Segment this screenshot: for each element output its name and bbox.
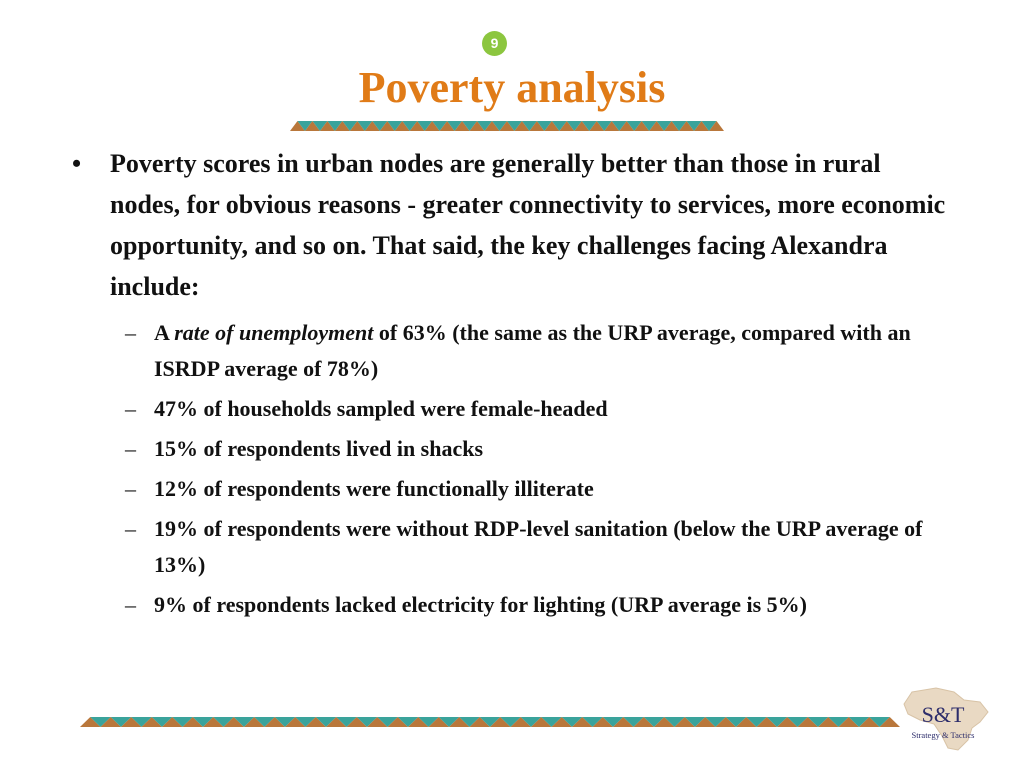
company-logo — [884, 684, 1002, 754]
sub-bullet-list — [70, 315, 950, 623]
main-bullet — [70, 143, 950, 307]
sub-bullet-text: 9% of respondents lacked electricity for lighting (URP average is 5%) — [154, 592, 807, 617]
sub-bullet-item — [70, 511, 950, 583]
slide-title: Poverty analysis — [358, 63, 666, 112]
dash-icon: – — [125, 436, 136, 461]
sub-bullet-item — [70, 431, 950, 467]
sub-bullet-emphasis: rate of unemployment — [174, 320, 374, 345]
footer-divider-pattern — [80, 716, 900, 728]
sub-bullet-item — [70, 587, 950, 623]
sub-bullet-text: 15% of respondents lived in shacks — [154, 436, 484, 461]
dash-icon: – — [125, 320, 136, 345]
main-bullet-text: Poverty scores in urban nodes are generally better than those in rural nodes, for obvious reasons - greater connectivity to services, more economic opportunity, and so on. That said, the key challenges facing Alexandra include: — [110, 149, 946, 301]
sub-bullet-item — [70, 471, 950, 507]
logo-brand-text: S&T — [921, 702, 965, 727]
dash-icon: – — [125, 516, 136, 541]
logo-tagline-text: Strategy & Tactics — [911, 730, 975, 740]
sub-bullet-item — [70, 315, 950, 387]
sub-bullet-pre: A — [154, 320, 175, 345]
title-divider-pattern — [290, 120, 724, 132]
bullet-dot-icon: • — [72, 149, 82, 178]
dash-icon: – — [125, 396, 136, 421]
dash-icon: – — [125, 476, 136, 501]
dash-icon: – — [125, 592, 136, 617]
slide-number-badge: 9 — [482, 31, 507, 56]
sub-bullet-post: of 63% (the same as the URP average, compared with an ISRDP average of 78%) — [154, 320, 911, 381]
slide-content — [70, 143, 950, 627]
sub-bullet-text: 12% of respondents were functionally illiterate — [154, 476, 594, 501]
sub-bullet-item — [70, 391, 950, 427]
sub-bullet-text: 19% of respondents were without RDP-level sanitation (below the URP average of 13%) — [154, 516, 923, 577]
sub-bullet-text: 47% of households sampled were female-headed — [154, 396, 608, 421]
